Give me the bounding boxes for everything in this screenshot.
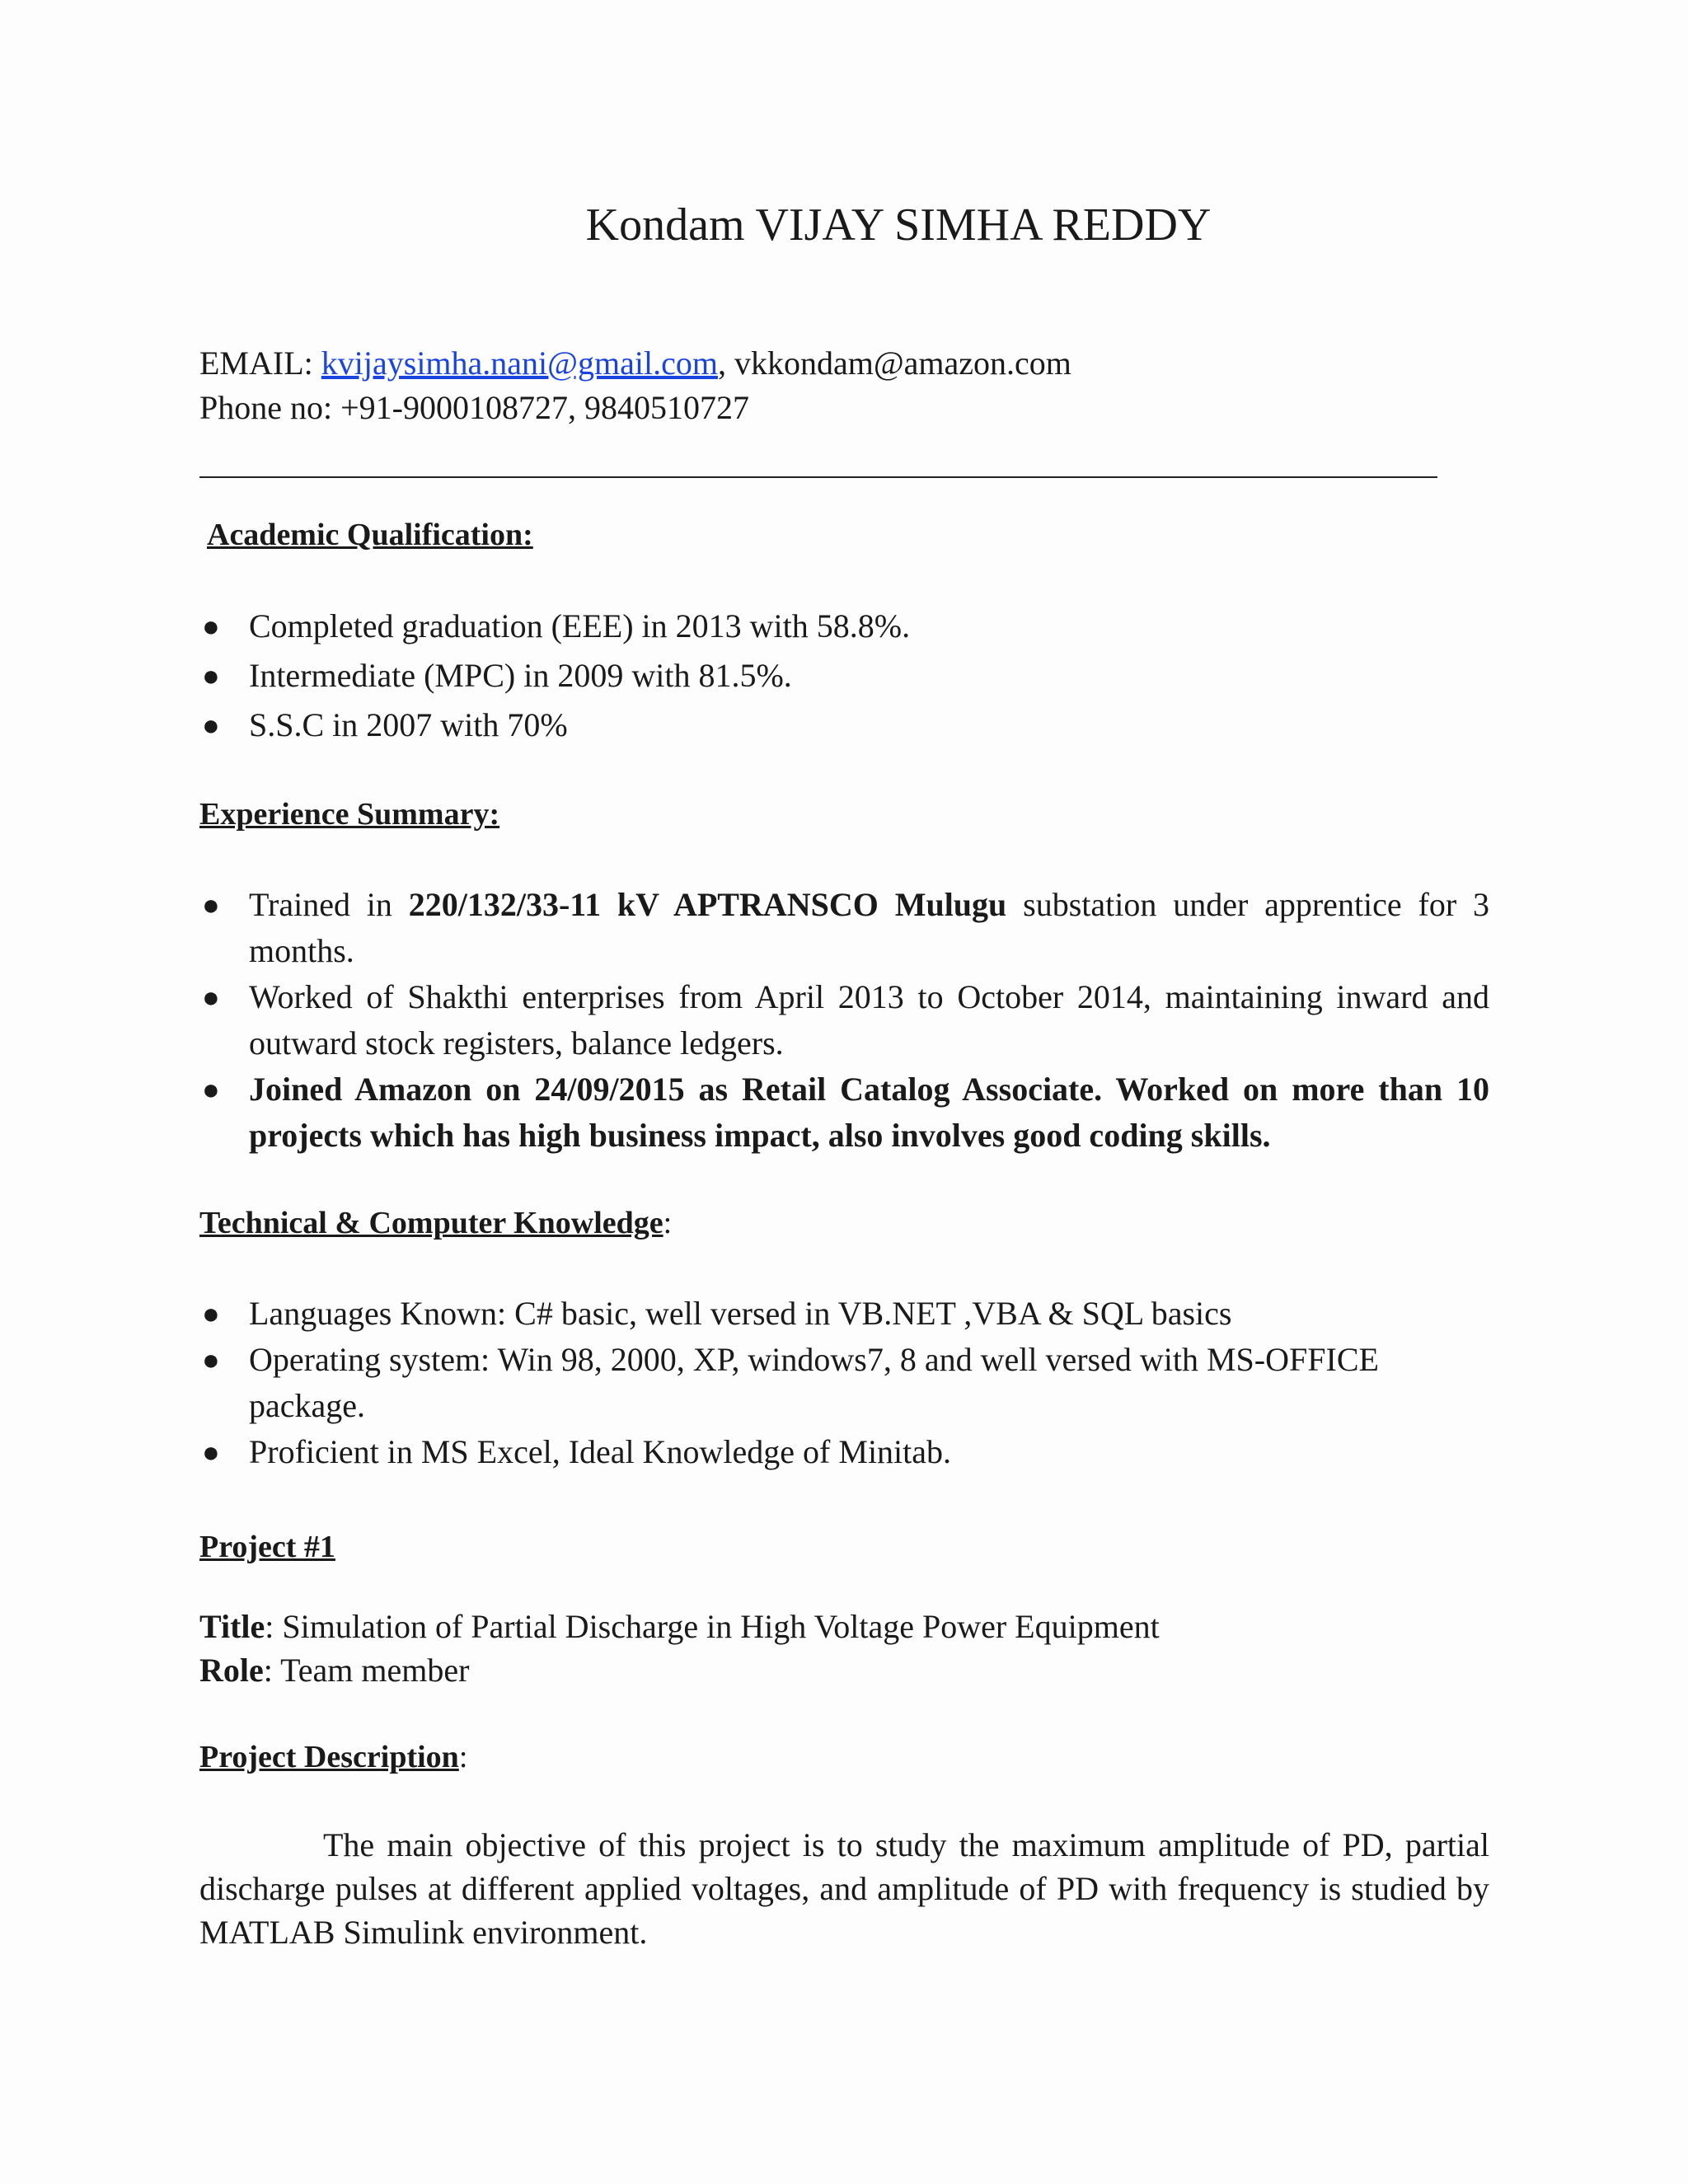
project-heading-text: Project #1	[199, 1530, 335, 1564]
list-item: ● Trained in 220/132/33-11 kV APTRANSCO Mulugu substation under apprentice for 3 months.	[199, 882, 1489, 974]
project-description-heading: Project Description:	[199, 1740, 468, 1774]
bullet-icon: ●	[202, 888, 220, 921]
list-item: ● Completed graduation (EEE) in 2013 with 58.8%.	[199, 602, 1489, 651]
list-item: ● Languages Known: C# basic, well versed in VB.NET ,VBA & SQL basics	[199, 1291, 1489, 1337]
bullet-icon: ●	[202, 709, 220, 742]
email-line	[199, 341, 1071, 386]
bullet-icon: ●	[202, 1343, 220, 1376]
technical-heading: Technical & Computer Knowledge:	[199, 1206, 673, 1240]
email-label: EMAIL:	[199, 344, 321, 382]
academic-list	[199, 602, 1489, 750]
project-title-line: Title: Simulation of Partial Discharge in High Voltage Power Equipment	[199, 1608, 1160, 1645]
separator-line	[199, 476, 1437, 478]
experience-list	[199, 882, 1489, 1159]
project-description: The main objective of this project is to study the maximum amplitude of PD, partial discharge pulses at different applied voltages, and amplitude of PD with frequency is studied by MATLAB Simulink environment.	[199, 1826, 1489, 1951]
list-item: ● Operating system: Win 98, 2000, XP, windows7, 8 and well versed with MS-OFFICE package.	[199, 1337, 1489, 1429]
phone-line: Phone no: +91-9000108727, 9840510727	[199, 389, 749, 426]
list-item: ● Joined Amazon on 24/09/2015 as Retail Catalog Associate. Worked on more than 10 projects which has high business impact, also involves good coding skills.	[199, 1066, 1489, 1159]
bullet-icon: ●	[202, 659, 220, 692]
bullet-icon: ●	[202, 1436, 220, 1469]
project-heading	[199, 1526, 335, 1568]
email-primary-link[interactable]: kvijaysimha.nani@gmail.com	[321, 344, 718, 382]
bullet-icon: ●	[202, 610, 220, 643]
candidate-name: Kondam VIJAY SIMHA REDDY	[585, 199, 1212, 251]
list-item: ● Worked of Shakthi enterprises from April 2013 to October 2014, maintaining inward and outward stock registers, balance ledgers.	[199, 974, 1489, 1066]
contact-block	[199, 341, 1071, 430]
bullet-icon: ●	[202, 1297, 220, 1330]
technical-list	[199, 1291, 1489, 1475]
list-item: ● S.S.C in 2007 with 70%	[199, 701, 1489, 750]
list-item: ● Intermediate (MPC) in 2009 with 81.5%.	[199, 651, 1489, 701]
academic-heading-text: Academic Qualification:	[207, 518, 533, 552]
project-description-heading-text: Project Description	[199, 1740, 459, 1774]
project-role-line: Role: Team member	[199, 1652, 470, 1689]
academic-heading	[207, 514, 533, 555]
list-item: ● Proficient in MS Excel, Ideal Knowledge of Minitab.	[199, 1429, 1489, 1475]
experience-heading-text: Experience Summary:	[199, 797, 500, 832]
experience-heading	[199, 794, 499, 835]
bullet-icon: ●	[202, 1073, 220, 1106]
bullet-icon: ●	[202, 981, 220, 1014]
email-secondary: , vkkondam@amazon.com	[717, 344, 1071, 382]
technical-heading-text: Technical & Computer Knowledge	[199, 1206, 663, 1240]
